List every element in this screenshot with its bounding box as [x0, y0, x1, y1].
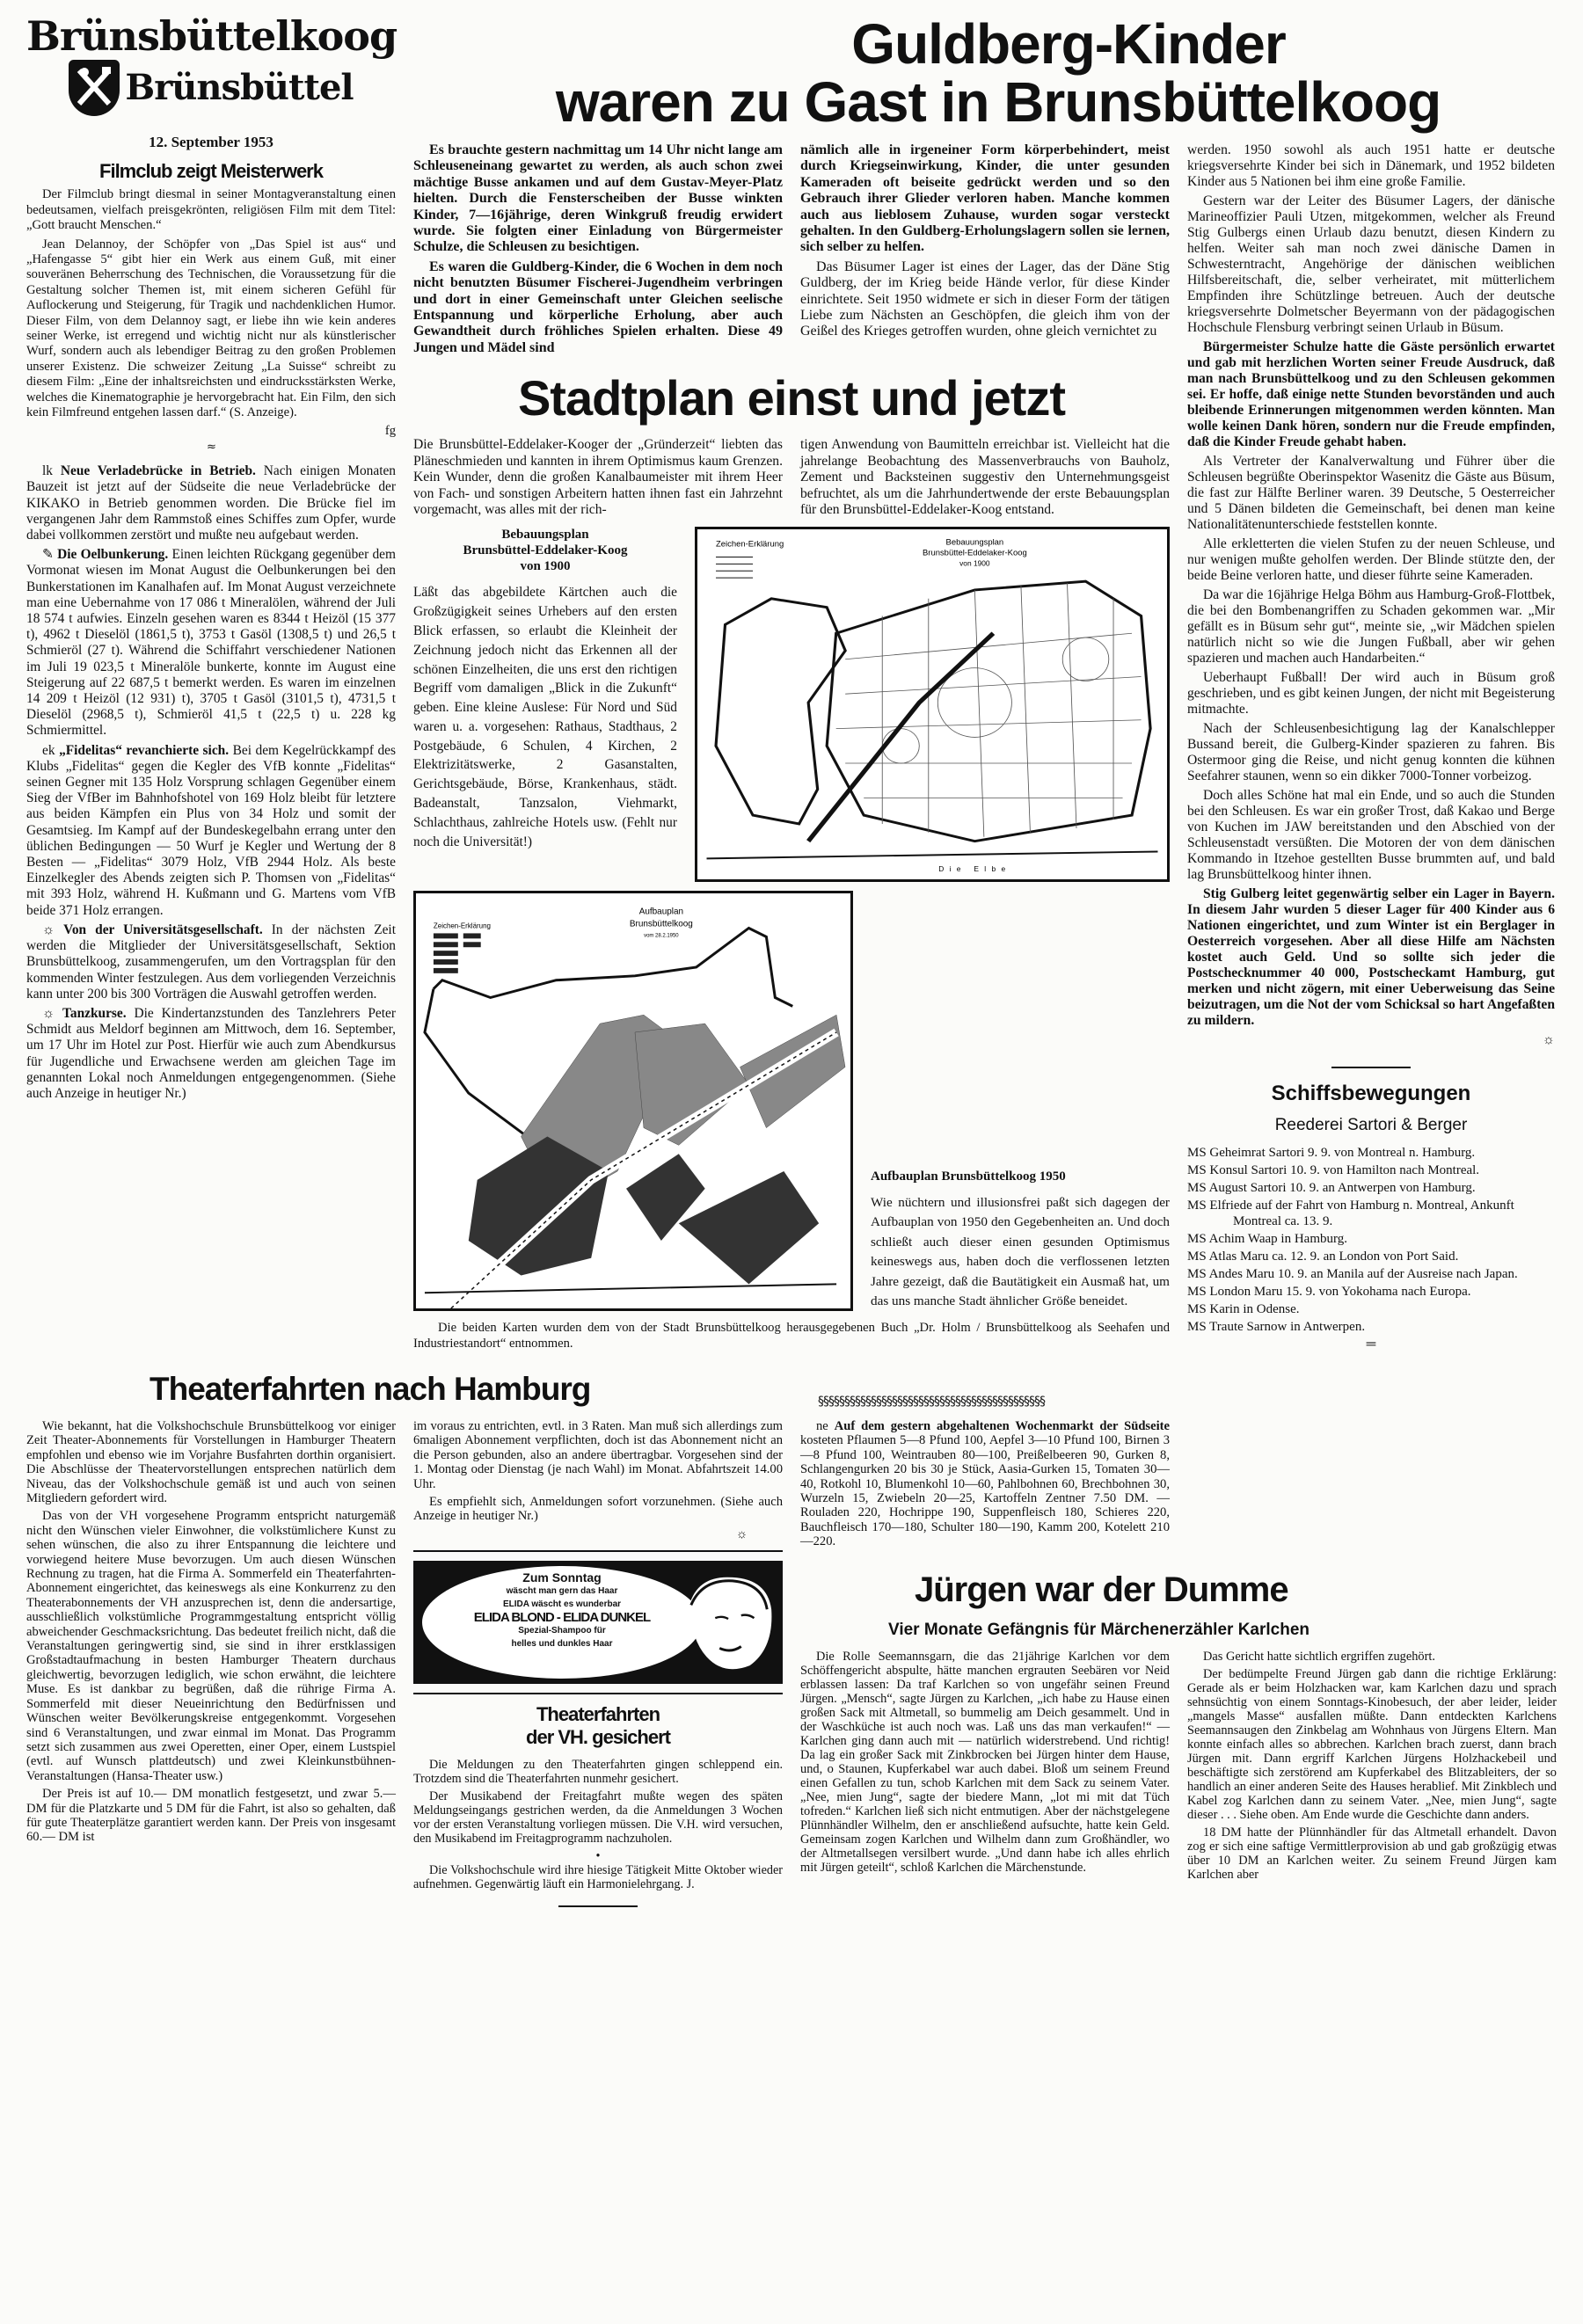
plan1950-text: Wie nüchtern und illusionsfrei paßt sich dagegen der Aufbauplan von 1950 den Gegebenheiten an. Und doch schließt auch dieser einen gesunden Optimismus keineswegs aus, haben doch die verflossenen letzten Jahre gezeigt, daß die Bautätigkeit ein Ausmaß hat, um das uns manche Stadt ähnlicher Größe beneidet. — [871, 1194, 1170, 1308]
local-briefs — [26, 463, 396, 1105]
map-bebauungsplan-1900 — [695, 527, 1170, 882]
ad-line-4: Spezial-Shampoo für — [518, 1626, 606, 1636]
juergen-col-2: Das Gericht hatte sichtlich ergriffen zugehört. Der bedümpelte Freund Jürgen gab dann die richtige Erklärung: Gerade als er beim Holzhacken war, kam Karlchen dazu und sprach sehnsüchtig von einem Sonntags-Kinobesuch, der aber leider, leider „mangels Masse“ ausfallen müßte. Dann entdeckten Karlchens Seemannsaugen den Zinkbelag am Wohnhaus von Jürgens Eltern. Man konnte einfach alles so abbrechen. Karlchen brach zuerst, dann brach Jürgen mit. Dann ergriff Karlchen Jürgens Holzhackebeil und beschäftigte sich zerstörend am Kupferkabel des Blitzableiters, der so handlich an einer anderen Seite des Hauses herablief. Mit Zinkblech und Kabel zog Karlchen dann zu seinem Vater. „Nee, mien Jung“, sagte dieser . . . Siehe oben. Am Ende wurde die Geschichte dann anders. 18 DM hatte der Plünnhändler für das Altmetall erhandelt. Davon zog er sich eine saftige Vermittlerprovision ab und gab großzügig etwas über 10 DM an Karlchen weiter. Zu seinem Freund Jürgen kam Karlchen aber — [1187, 1650, 1557, 1883]
ad-line-3: ELIDA wäscht es wunderbar — [502, 1599, 622, 1610]
map1900-title: Bebauungsplan — [945, 538, 1004, 547]
star-icon: ☼ — [735, 1526, 748, 1541]
brief-item: ☼ Von der Universitätsgesellschaft. In der nächsten Zeit werden die Mitglieder der Universitätsgesellschaft, Sektion Brunsbüttelkoog, zusammengerufen, um den Vortragsplan für den kommenden Winter festzulegen. Aus dem vorliegenden Verzeichnis kann unter 200 bis 300 Vorträgen die Auswahl getroffen werden. — [26, 922, 396, 1002]
pen-icon: ✎ — [42, 547, 54, 563]
map1900-legend-title: Zeichen-Erklärung — [716, 540, 784, 549]
divider-rule — [413, 1693, 783, 1694]
vh-sign: J. — [686, 1877, 695, 1892]
right-area — [413, 12, 1583, 1352]
schiff-list — [1187, 1145, 1555, 1352]
filmclub-para-1: Der Filmclub bringt diesmal in seiner Montagveranstaltung einen bedeutsamen, vielfach preisgekrönten, religiösen Film mit dem Titel: „Gott braucht Menschen.“ — [26, 187, 396, 233]
star-icon: ☼ — [42, 1005, 55, 1021]
guldberg-col-2: nämlich alle in irgeneiner Form körperbehindert, meist durch Kriegseinwirkung, Kinder, die unter gesunden Kameraden oft beiseite gedrückt werden und so den Gebrauch ihrer Glieder verloren haben. Manche kommen auch aus lieblosem Zuhause, wurden sogar versteckt gehalten. In den Guldberg-Erholungslagern sollen sie lernen, sich selber zu helfen. Das Büsumer Lager ist eines der Lager, das der Däne Stig Guldberg, der im Krieg beide Hände verlor, für diese Kinder einrichtete. Seit 1950 widmete er sich in dieser Form der tätigen Liebe zum Nächsten an Geschöpfen, die gleich ihm von der Geißel des Krieges getroffen wurden, ohne gleich vernichtet zu — [800, 142, 1170, 339]
ship-item: MS Konsul Sartori 10. 9. von Hamilton nach Montreal. — [1187, 1162, 1480, 1177]
ad-line-2: wäscht man gern das Haar — [506, 1586, 618, 1597]
theater-col-1: Wie bekannt, hat die Volkshochschule Brunsbüttelkoog vor einiger Zeit Theater-Abonnements für Vorstellungen in Hamburger Theatern empfohlen und ebenso wie im Vorjahre Busfahrten dorthin organisiert. Die Abschlüsse der Theatervorstellungen entsprechen natürlich dem Niveau, das der Volkshochschule gemäß ist und auch von seinen Mitgliedern gefordert wird. Das von der VH vorgesehene Programm entspricht naturgemäß nicht den Wünschen vieler Einwohner, die volkstümlichere Kunst zu sehen wünschen, die also zu ihrer Entspannung die leichtere und vorwiegend heitere Muse bevorzugen. Um auch diesen Wünschen Rechnung zu tragen, hat die Firma A. Sommerfeld ein Theaterfahrten-Abonnement eingerichtet, das keineswegs als eine Konkurrenz zu den Theaterabonnements der VH anzusprechen ist, denn die andersartige, ausschließlich volkstümliche Programmgestaltung entspricht völlig abweichender Geschmacksrichtung. Das bedeutet freilich nicht, daß die Veranstaltungen geringwertig sind, sie sind in ihrer erstklassigen Großstadtaufmachung in besten Hamburger Theatern durchaus gleichwertig, bevorzugen lediglich, wie schon erwähnt, die leichtere Muse. Es ist dankbar zu begrüßen, daß die rührige Firma A. Sommerfeld mit dieser Neueinrichtung den Bedürfnissen und Wünschen weiter Bevölkerungskreise entgegenkommt. Vorgesehen sind 6 Veranstaltungen, und zwar einmal im Monat. Das Programm setzt sich zusammen aus zwei Operetten, einer Oper, einem Lustspiel (evtl. auf Wunsch plattdeutsch) und zwei Kleinkunstbühnen-Veranstaltungen (Hansa-Theater usw.) Der Preis ist auf 10.— DM monatlich festgesetzt, und zwar 5.— DM für die Platzkarte und 5 DM für die Fahrt, ist also so gehalten, daß für gute Theaterplätze garantiert werden kann. Der Preis von insgesamt 60.— DM ist — [26, 1418, 396, 1845]
masthead-town-1: Brünsbüttelkoog — [26, 12, 398, 60]
ad-line-1: Zum Sonntag — [522, 1570, 602, 1585]
svg-text:Brunsbüttelkoog: Brunsbüttelkoog — [629, 919, 693, 929]
guldberg-left-block — [413, 142, 1170, 1352]
guldberg-and-stadtplan — [413, 142, 1583, 1352]
filmclub-sign: fg — [384, 424, 396, 439]
ship-item: MS Atlas Maru ca. 12. 9. an London von Port Said. — [1187, 1249, 1459, 1264]
plan1900-heading: Bebauungsplan Brunsbüttel-Eddelaker-Koog von 1900 — [463, 528, 628, 574]
guldberg-col-1: Es brauchte gestern nachmittag um 14 Uhr nicht lange am Schleuseneinang gewartet zu werden, als auch schon zwei mächtige Busse ankamen und auf dem Gustav-Meyer-Platz hielten. Durch die Fensterscheiben der Busse winkten Kinder, 7—16jährige, deren Winkgruß freudig erwidert wurde. Sie folgten einer Einladung von Bürgermeister Schulze, die Schleusen zu besichtigen. Es waren die Guldberg-Kinder, die 6 Wochen in dem noch nicht benutzten Büsumer Fischerei-Jugendheim verbringen und dort in einer Gemeinschaft unter Gleichen seelische Entspannung und körperliche Erholung, aber auch Gewandtheit durch fröhliches Spielen erhalten. Diese 49 Jungen und Mädel sind — [413, 142, 783, 355]
guldberg-title-1: Guldberg-Kinder — [851, 12, 1286, 76]
ship-item: MS Traute Sarnow in Antwerpen. — [1187, 1319, 1366, 1334]
plan1900-text: Läßt das abgebildete Kärtchen auch die Großzügigkeit seines Urhebers auf den ersten Blick erfassen, so erlaubt die Kleinheit der Zeichnung jedoch nicht das Erkennen all der schönen Einzelheiten, die uns erst den richtigen Begriff vom damaligen „Blick in die Zukunft“ geben. Eine kleine Auslese: Für Nord und Süd waren u. a. vorgesehen: Rathaus, Stadthaus, 2 Postgebäude, 6 Schulen, 4 Kirchen, 2 Elektrizitätswerke, 2 Gasanstalten, Gerichtsgebäude, Börse, Krankenhaus, städt. Badeanstalt, Tanzsalon, Viehmarkt, Schlachthaus, zahlreiche Hotels usw. (Fehlt nur noch die Universität!) — [413, 585, 677, 849]
vh-title: Theaterfahrten der VH. gesichert — [526, 1703, 670, 1749]
filmclub-para-2: Jean Delannoy, der Schöpfer von „Das Spiel ist aus“ und „Hafengasse 5“ gibt hier ein Werk aus einem Guß, mit einer souveränen Beherrschung des Technischen, die Voraussetzung für die Gestaltung solcher Themen ist, mit einem sicheren Gefühl für Auflockerung und Steigerung, für Tragik und nachdenklichen Humor. Dieser Film, von dem Delannoy sagt, er liebe ihn wie kein anderes seiner Werke, ist erregend und wichtig nicht nur als künstlerischer Wurf, sondern auch als lebendiger Beitrag zu den großen Problemen unserer Existenz. Die schweizer Zeitung „La Suisse“ schreibt zu diesem Film: „Eine der inhaltsreichsten und eindrucksstärksten Werke, welches die Kinematographie je hervorgebracht hat. Ein Film, den sich kein Filmfreund entgehen lassen darf.“ (S. Anzeige). — [26, 237, 396, 419]
ship-item: MS London Maru 15. 9. von Yokohama nach Europa. — [1187, 1284, 1471, 1299]
ship-item: MS Elfriede auf der Fahrt von Hamburg n. Montreal, Ankunft Montreal ca. 13. 9. — [1187, 1198, 1514, 1228]
map1900-river-label: Die Elbe — [938, 865, 1011, 874]
ad-line-5: helles und dunkles Haar — [511, 1639, 613, 1650]
issue-date: 12. September 1953 — [149, 134, 274, 150]
guldberg-title-2: waren zu Gast in Brunsbüttelkoog — [555, 70, 1441, 134]
juergen-subtitle: Vier Monate Gefängnis für Märchenerzähler Karlchen — [888, 1620, 1310, 1639]
filmclub-title: Filmclub zeigt Meisterwerk — [99, 160, 323, 182]
ship-item: MS Geheimrat Sartori 9. 9. von Montreal n. Hamburg. — [1187, 1145, 1476, 1160]
decorative-border: §§§§§§§§§§§§§§§§§§§§§§§§§§§§§§§§§§§§§§§§§§§ — [818, 1394, 1045, 1409]
map1950-legend-title: Zeichen-Erklärung — [433, 922, 491, 930]
vh-text: Die Meldungen zu den Theaterfahrten gingen schleppend ein. Trotzdem sind die Theaterfahrten nunmehr gesichert. Der Musikabend der Freitagfahrt mußte wegen des späten Meldungseingangs gestrichen werden, da die Anmeldungen 3 Wochen vor der ersten Veranstaltung vorliegen müssen. Die V.H. wird versuchen, den Musikabend im Freitagprogramm nachzuholen. • Die Volkshochschule wird ihre hiesige Tätigkeit Mitte Oktober wieder aufnehmen. Gegenwärtig läuft ein Harmonielehrgang. J. — [413, 1758, 783, 1911]
bullet-icon: • — [595, 1849, 601, 1864]
stadtplan-title: Stadtplan einst und jetzt — [517, 370, 1066, 426]
theater-title: Theaterfahrten nach Hamburg — [150, 1370, 591, 1407]
woman-face-icon — [681, 1570, 777, 1675]
divider-double-rule: ═ — [1366, 1337, 1376, 1351]
ship-item: MS Achim Waap in Hamburg. — [1187, 1231, 1347, 1246]
brief-item: ✎ Die Oelbunkerung. Einen leichten Rückgang gegenüber dem Vormonat wiesen im Monat August die Oelbunkerungen bei den Bunkerstationen im Kanalhafen auf. Im Monat August verzeichnete man eine Uebernahme von 17 086 t Mineralölen, während der Juli 18 574 t aufwies. Einzeln gesehen waren es 8344 t Heizöl (15 377 t), 4962 t Dieselöl (1861,5 t), 3753 t Gasöl (1308,5 t) und 26,5 t Schmieröl (27 t). Während die Schiffahrt verschiedener Nationen im Juli 19 023,5 t Mineralöle bunkerte, konnte im August eine Steigerung auf 22 687,5 t bemerkt werden. Es waren im einzelnen 14 209 t Heizöl (12 931) t), 3705 t Gasöl (3101,5 t), 4731,5 t Dieselöl (2968,5 t), Schmieröl 41,5 t (22,5 t) u. 228 kg Schmiermittel. — [26, 547, 396, 739]
ship-item: MS Andes Maru 10. 9. an Manila auf der Ausreise nach Japan. — [1187, 1266, 1518, 1281]
schiff-subtitle: Reederei Sartori & Berger — [1274, 1115, 1468, 1134]
masthead-town-2: Brünsbüttel — [125, 67, 354, 108]
schiff-title: Schiffsbewegungen — [1271, 1082, 1471, 1105]
ad-elida-shampoo — [413, 1561, 783, 1684]
guldberg-col-3: werden. 1950 sowohl als auch 1951 hatte er deutsche kriegsversehrte Kinder bei sich in Dänemark, und 1952 bildeten Kinder aus 5 Nationen bei ihm eine große Familie. Gestern war der Leiter des Büsumer Lagers, der dänische Marineoffizier Pauli Utzen, mitgekommen, welcher als Freund Stig Gulbergs einen Urlaub dazu benutzt, diesen Kindern zu helfen. Weiter sah man noch zwei dänische Damen in Schwesterntracht, Angehörige der dänischen weiblichen Hilfsbereitschaft, die, selber verheiratet, mit mütterlichem Empfinden ihre Schützlinge betreuen. Auch der deutsche kriegsversehrte Dolmetscher Beyermann von der pädagogischen Hochschule Flensburg verbringt seinen Urlaub in Büsum. Bürgermeister Schulze hatte die Gäste persönlich erwartet und gab mit herzlichen Worten seiner Freude Ausdruck, daß man nach Brunsbüttelkoog und zu den Schleusen gekommen sei. Er hoffe, daß einige nette Stunden bevorständen und auch bleibende Erinnerungen mitgenommen werden könnten. Man wolle keinen Dank hören, sondern nur die Freude empfinden, daß die Kinder Freude gehabt haben. Als Vertreter der Kanalverwaltung und Führer über die Schleusen begrüßte Oberinspektor Wasenitz die Gäste aus Büsum, die fast zur Hälfte Berliner waren. 39 Deutsche, 5 Oesterreicher und 5 Dänen bildeten die Gemeinschaft, bei denen man keine Nationalitätenunterschiede feststellen konnte. Alle erkletterten die vielen Stufen zu der neuen Schleuse, und nur wenigen mußte geholfen werden. Der Blinde stützte den, der beide Beine verloren hatte, und dieser führte seine Kameraden. Da war die 16jährige Helga Böhm aus Hamburg-Groß-Flottbek, die bei den Bombenangriffen zu Schaden gekommen war. „Mir gefällt es in Büsum sehr gut“, meinte sie, „wir Mädchen spielen natürlich nicht so wie die Jungen Fußball, aber wir gehen spazieren und machen auch Handarbeiten.“ Ueberhaupt Fußball! Der wird auch in Büsum groß geschrieben, und es gibt keinen Jungen, der nicht mit Begeisterung mitmachte. Nach der Schleusenbesichtigung lag der Kanalschlepper Bussand bereit, die Gulberg-Kinder spazieren zu fahren. Bis Ostermoor ging die Reise, und nicht genug konnten die kühnen Seefahrer staunen, wenn so ein dikker 7000-Tonner vorbeizog. Doch alles Schöne hat mal ein Ende, und so auch die Stunden bei den Schleusen. Es war ein großer Trost, daß Kakao und Berge von Kuchen im JAW bereitstanden und den Abschied von der Schleusenstadt versüßten. Die Motoren der von dem dänischen Kommando in Itzehoe gestellten Busse brummten auf, und bald lag Brunsbüttelkoog hinter ihnen. Stig Gulberg leitet gegenwärtig selber ein Lager in Bayern. In diesem Jahr wurden 5 dieser Lager für 400 Kinder aus 6 Nationen eingerichtet, und zum Winter ist ein Berglager in Oesterreich vorgesehen. Aber all diese Hilfe am Nächsten kostet auch Geld. Und so sollte sich jeder die Postschecknummer 40 000, Postscheckamt Hamburg, gut merken und nicht zögern, mit einer Ueberweisung das Seine beizutragen, um die Not der vom Schicksal so hart Angefaßten zu mildern. ☼ — [1187, 142, 1555, 1047]
bottom-band — [26, 1370, 1557, 1912]
map-aufbauplan-1950 — [413, 891, 853, 1311]
divider-rule — [413, 1897, 783, 1911]
crest-icon — [69, 60, 120, 116]
masthead — [26, 12, 398, 151]
brief-item: lk Neue Verladebrücke in Betrieb. Nach einigen Monaten Bauzeit ist jetzt auf der Südseite die neue Verladebrücke der KIKAKO in Betrieb genommen worden. Die Brücke fiel im vergangenen Jahr dem Rammstoß eines Schiffes zum Opfer, wurde dabei vollkommen zerstört und mußte neu aufgebaut werden. — [26, 463, 397, 543]
end-star-icon: ☼ — [1542, 1032, 1555, 1047]
divider-rule — [413, 1550, 783, 1552]
plan1950-heading: Aufbauplan Brunsbüttelkoog 1950 — [871, 1169, 1066, 1184]
theater-col-2: im voraus zu entrichten, evtl. in 3 Raten. Man muß sich allerdings zum 6maligen Abonnement verpflichten, doch ist das Abonnement nicht an die Person gebunden, also an andere übertragbar. Vorgesehen sind der 1. Montag oder Dienstag (je nach Wahl) im Monat. Abfahrtszeit 14.00 Uhr. Es empfiehlt sich, Anmeldungen sofort vorzunehmen. (Siehe auch Anzeige in heutiger Nr.) ☼ — [413, 1418, 783, 1541]
right-column — [1187, 142, 1555, 1352]
divider-wave-icon: ≈ — [207, 440, 215, 454]
svg-text:Brunsbüttel-Eddelaker-Koog: Brunsbüttel-Eddelaker-Koog — [923, 549, 1027, 557]
stadtplan-intro-2: tigen Anwendung von Baumitteln erreichbar ist. Vielleicht hat die jahrelange Beobachtung des Massenverbrauchs von Bauholz, Zement und Backsteinen suggestiv den Unternehmungsgeist befruchtet, als um die Jahrhundertwende der erste Bebauungsplan für den Brunsbüttel-Eddelaker-Koog entstand. — [800, 437, 1170, 517]
ad-brand: ELIDA BLOND - ELIDA DUNKEL — [473, 1610, 651, 1626]
ship-item: MS Karin in Odense. — [1187, 1301, 1300, 1316]
stadtplan-intro-1: Die Brunsbüttel-Eddelaker-Kooger der „Gründerzeit“ liebten das Pläneschmieden und kannten in ihrem Optimismus kaum Grenzen. Kein Wunder, denn die großen Kanalbaumeister mit ihrem Heer von Fach- und sonstigen Arbeitern hatten ihnen fast ein Jahrzehnt vorgemacht, was alles mit der rich- — [413, 437, 783, 517]
divider-rule — [1187, 1057, 1555, 1073]
guldberg-headline — [413, 12, 1583, 134]
juergen-col-1: Die Rolle Seemannsgarn, die das 21jährige Karlchen vor dem Schöffengericht abspulte, hätte manchen ergrauten Seebären vor Neid erblassen lassen: Da traf Karlchen so von ungefähr seinen Freund Jürgen. „Mensch“, sagte Jürgen zu Karlchen, „ich habe zu Hause einen großen Sack mit Altmetall, so bummelig am Deich gesammelt. Und in der Waschküche ist auch noch was. Laß uns das man verkaufen!“ — Karlchen ging dann auch mit — natürlich widerstrebend. Und richtig! Da lag ein großer Sack mit Zinkbrocken bei Jürgen hinter dem Hause, und, o Staunen, Kupferkabel war auch dabei. Bloß um seinem Freund einen Gefallen zu tun, schob Karlchen mit dem Sack zu seinem Vater. „Nee, mien Jung“, sagte der biedere Mann, „lot mi mit dat Tüch tofreden.“ Karlchen ließ sich nicht entmutigen. Aber der nächstgelegene Plünnhändler Wilhelm, den er anschließend aufsuchte, hatte kein Geld. Gemeinsam zogen Karlchen und Wilhelm dann zum Großhändler, wo der Altmetallsegen versilbert wurde. „Und dann habe ich alles ehrlich mit Jürgen geteilt“, schloß Karlchen die Märchenstunde. — [800, 1650, 1170, 1876]
brief-item: ☼ Tanzkurse. Die Kindertanzstunden des Tanzlehrers Peter Schmidt aus Meldorf beginnen am Mittwoch, dem 16. September, um 17 Uhr im Hotel zur Post. Hierfür wie auch zum Abendkursus für Jugendliche und Erwachsene werden am gleichen Tage im genannten Lokal noch Anmeldungen entgegengenommen. (Siehe auch Anzeige in heutiger Nr.) — [26, 1005, 396, 1101]
star-icon: ☼ — [42, 922, 55, 937]
juergen-title: Jürgen war der Dumme — [915, 1570, 1288, 1609]
map1950-title: Aufbauplan — [638, 907, 684, 917]
brief-item: ek „Fidelitas“ revanchierte sich. Bei dem Kegelrückkampf des Klubs „Fidelitas“ gegen die Kegler des VfB konnte „Fidelitas“ seinen Gegner mit 135 Holz Vorsprung schlagen Gegenüber einem Sieg der VfBer im Bahnhofshotel von 169 Holz bleibt für letztere aus beiden Kämpfen ein Plus von 34 Holz und somit der Gesamtsieg. Im Kampf auf der Bundeskegelbahn errang unter den üblichen Bedingungen — 50 Wurf je Kegler und Wertung der 8 Besten — „Fidelitas“ 3079 Holz, VfB 2944 Holz. Als beste Einzelkegler des Abends zeigten sich P. Thomsen von „Fidelitas“ mit 393 Holz, während H. Kußmann und G. Martens vom VfB beide 371 Holz errangen. — [26, 742, 396, 918]
ship-item: MS August Sartori 10. 9. an Antwerpen von Hamburg. — [1187, 1180, 1476, 1195]
maps-caption: Die beiden Karten wurden dem von der Stadt Brunsbüttelkoog herausgegebenen Buch „Dr. Holm / Brunsbüttelkoog als Seehafen und Industriestandort“ entnommen. — [413, 1321, 1170, 1351]
markt-report: ne Auf dem gestern abgehaltenen Wochenmarkt der Südseite kosteten Pflaumen 5—8 Pfund 100, Aepfel 3—10 Pfund 100, Birnen 3—8 Pfund 100, Weintrauben 80—100, Preißelbeeren 90, Gurken 8, Schlangengurken 20 bis 30 je Stück, Aasia-Gurken 15, Tomaten 30—40, Rotkohl 10, Blumenkohl 10—60, Pahlbohnen 60, Brechbohnen 30, Wurzeln 15, Zwiebeln 20—25, Kartoffeln Zentner 7.50 DM. — Rouladen 220, Hochrippe 190, Suppenfleisch 180, Schieres 220, Bauchfleisch 170—180, Schulter 180—190, Kamm 200, Kotelett 210—220. — [800, 1418, 1170, 1549]
svg-text:vom 28.2.1950: vom 28.2.1950 — [644, 933, 679, 939]
article-filmclub — [26, 160, 396, 455]
svg-text:von 1900: von 1900 — [959, 559, 990, 568]
left-column — [26, 12, 398, 1352]
